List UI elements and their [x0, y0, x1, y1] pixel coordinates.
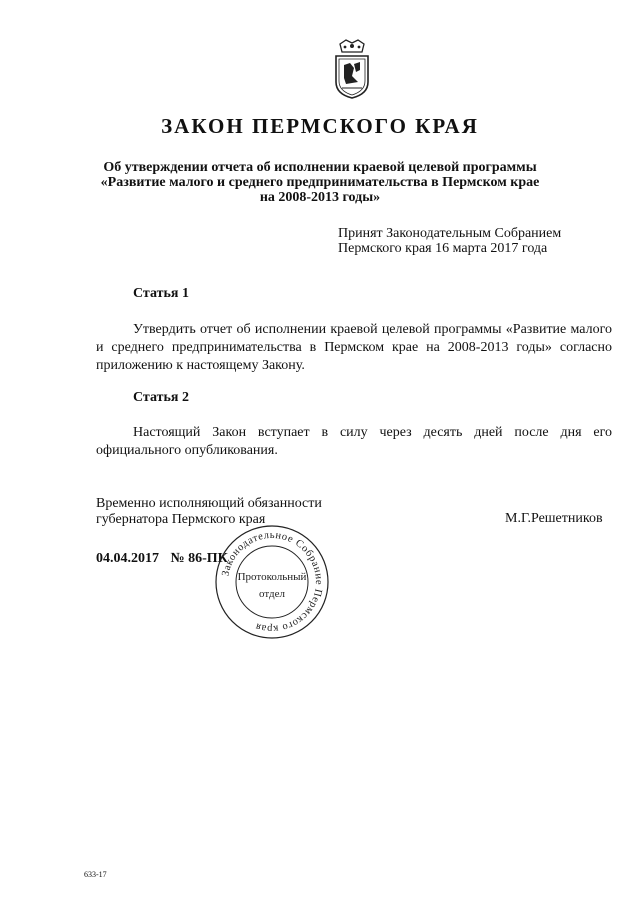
document-title: ЗАКОН ПЕРМСКОГО КРАЯ [161, 114, 479, 138]
signatory-position-line: губернатора Пермского края [96, 512, 266, 527]
article-1-heading: Статья 1 [133, 286, 189, 301]
law-number: № 86-ПК [170, 551, 228, 566]
article-2-heading: Статья 2 [133, 390, 189, 405]
footer-code: 633-17 [84, 870, 107, 879]
stamp-center-line-2: отдел [259, 588, 285, 600]
signatory-position-line: Временно исполняющий обязанности [96, 496, 322, 511]
law-date: 04.04.2017 [96, 551, 159, 566]
adoption-line: Принят Законодательным Собранием [338, 226, 562, 241]
subtitle-line: «Развитие малого и среднего предпринимательства в Пермском крае [100, 175, 540, 190]
adoption-line: Пермского края 16 марта 2017 года [338, 241, 548, 256]
article-1-text: Утвердить отчет об исполнении краевой целевой программы «Развитие малого и среднего предпринимательства в Пермском крае на 2008-2013 годы» согласно приложению к настоящему Закону. [96, 322, 612, 373]
subtitle-line: Об утверждении отчета об исполнении краевой целевой программы [103, 160, 537, 175]
stamp-center-line-1: Протокольный [237, 571, 307, 583]
date-and-number [96, 551, 228, 567]
article-2-text: Настоящий Закон вступает в силу через десять дней после дня его официального опубликования. [96, 425, 612, 458]
stamp-ring-text: Законодательное Собрание Пермского края [220, 529, 325, 635]
adoption-note [338, 226, 608, 256]
coat-of-arms-icon [330, 38, 374, 100]
signatory-name: М.Г.Решетников [505, 511, 603, 526]
subtitle-line: на 2008-2013 годы» [259, 190, 381, 205]
office-stamp [212, 522, 332, 642]
document-subtitle [90, 160, 550, 205]
